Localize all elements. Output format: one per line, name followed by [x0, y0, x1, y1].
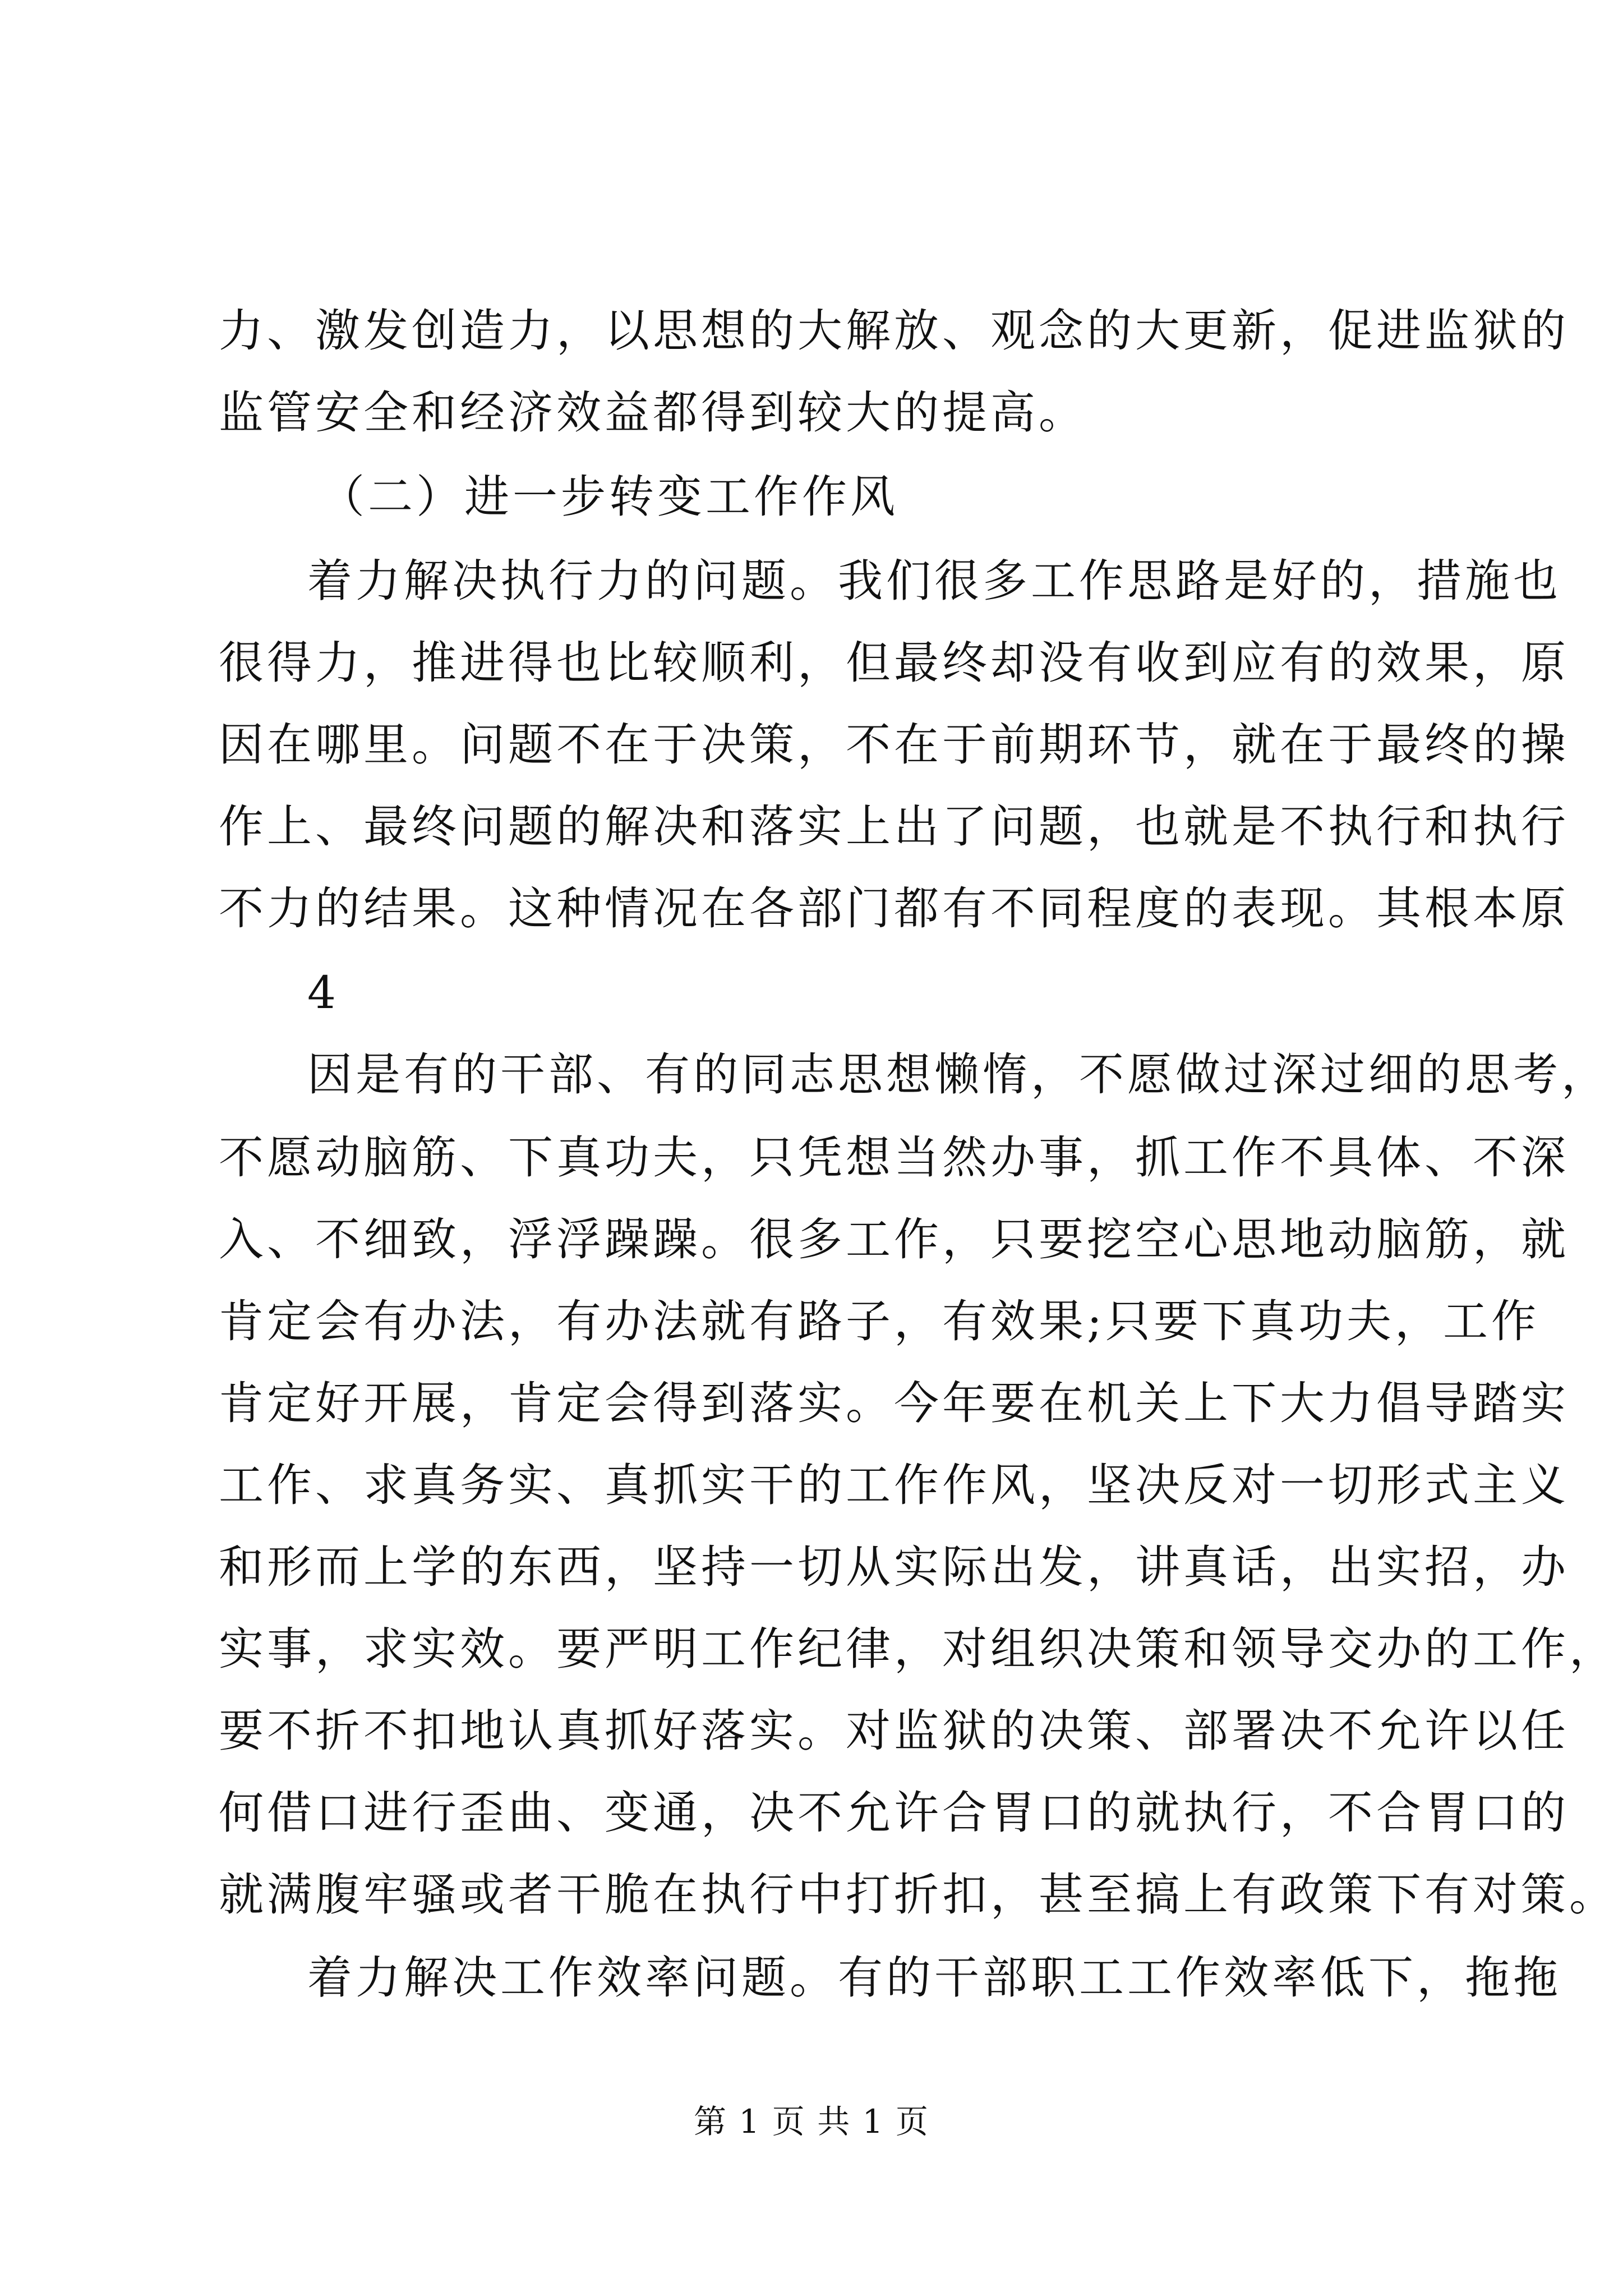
- text-line: 力、激发创造力，以思想的大解放、观念的大更新，促进监狱的: [219, 305, 1569, 357]
- text-line: 何借口进行歪曲、变通，决不允许合胃口的就执行，不合胃口的: [219, 1787, 1569, 1839]
- text-line: 因在哪里。问题不在于决策，不在于前期环节，就在于最终的操: [219, 719, 1569, 771]
- text-line: 因是有的干部、有的同志思想懒惰，不愿做过深过细的思考，: [307, 1048, 1610, 1101]
- text-line: 很得力，推进得也比较顺利，但最终却没有收到应有的效果，原: [219, 637, 1569, 689]
- text-line: 入、不细致，浮浮躁躁。很多工作，只要挖空心思地动脑筋，就: [219, 1213, 1569, 1266]
- paragraph-first-line: 着力解决执行力的问题。我们很多工作思路是好的，措施也: [307, 555, 1561, 607]
- page-footer: 第 1 页 共 1 页: [694, 2102, 929, 2141]
- inline-page-number: 4: [307, 967, 336, 1019]
- text-line: 要不折不扣地认真抓好落实。对监狱的决策、部署决不允许以任: [219, 1705, 1569, 1757]
- text-line: 和形而上学的东西，坚持一切从实际出发，讲真话，出实招，办: [219, 1541, 1569, 1593]
- paragraph-first-line: 着力解决工作效率问题。有的干部职工工作效率低下，拖拖: [307, 1952, 1561, 2004]
- text-line: 作上、最终问题的解决和落实上出了问题，也就是不执行和执行: [219, 800, 1569, 853]
- text-line: 实事，求实效。要严明工作纪律，对组织决策和领导交办的工作，: [219, 1623, 1617, 1675]
- text-line: 监管安全和经济效益都得到较大的提高。: [219, 386, 1087, 439]
- section-heading: （二）进一步转变工作作风: [320, 471, 898, 523]
- text-line: 就满腹牢骚或者干脆在执行中打折扣，甚至搞上有政策下有对策。: [219, 1869, 1617, 1921]
- text-line: 不愿动脑筋、下真功夫，只凭想当然办事，抓工作不具体、不深: [219, 1131, 1569, 1184]
- text-line: 肯定好开展，肯定会得到落实。今年要在机关上下大力倡导踏实: [219, 1377, 1569, 1429]
- text-line: 肯定会有办法，有办法就有路子，有效果;只要下真功夫，工作: [219, 1295, 1539, 1347]
- text-line: 不力的结果。这种情况在各部门都有不同程度的表现。其根本原: [219, 882, 1569, 935]
- text-line: 工作、求真务实、真抓实干的工作作风，坚决反对一切形式主义: [219, 1459, 1569, 1511]
